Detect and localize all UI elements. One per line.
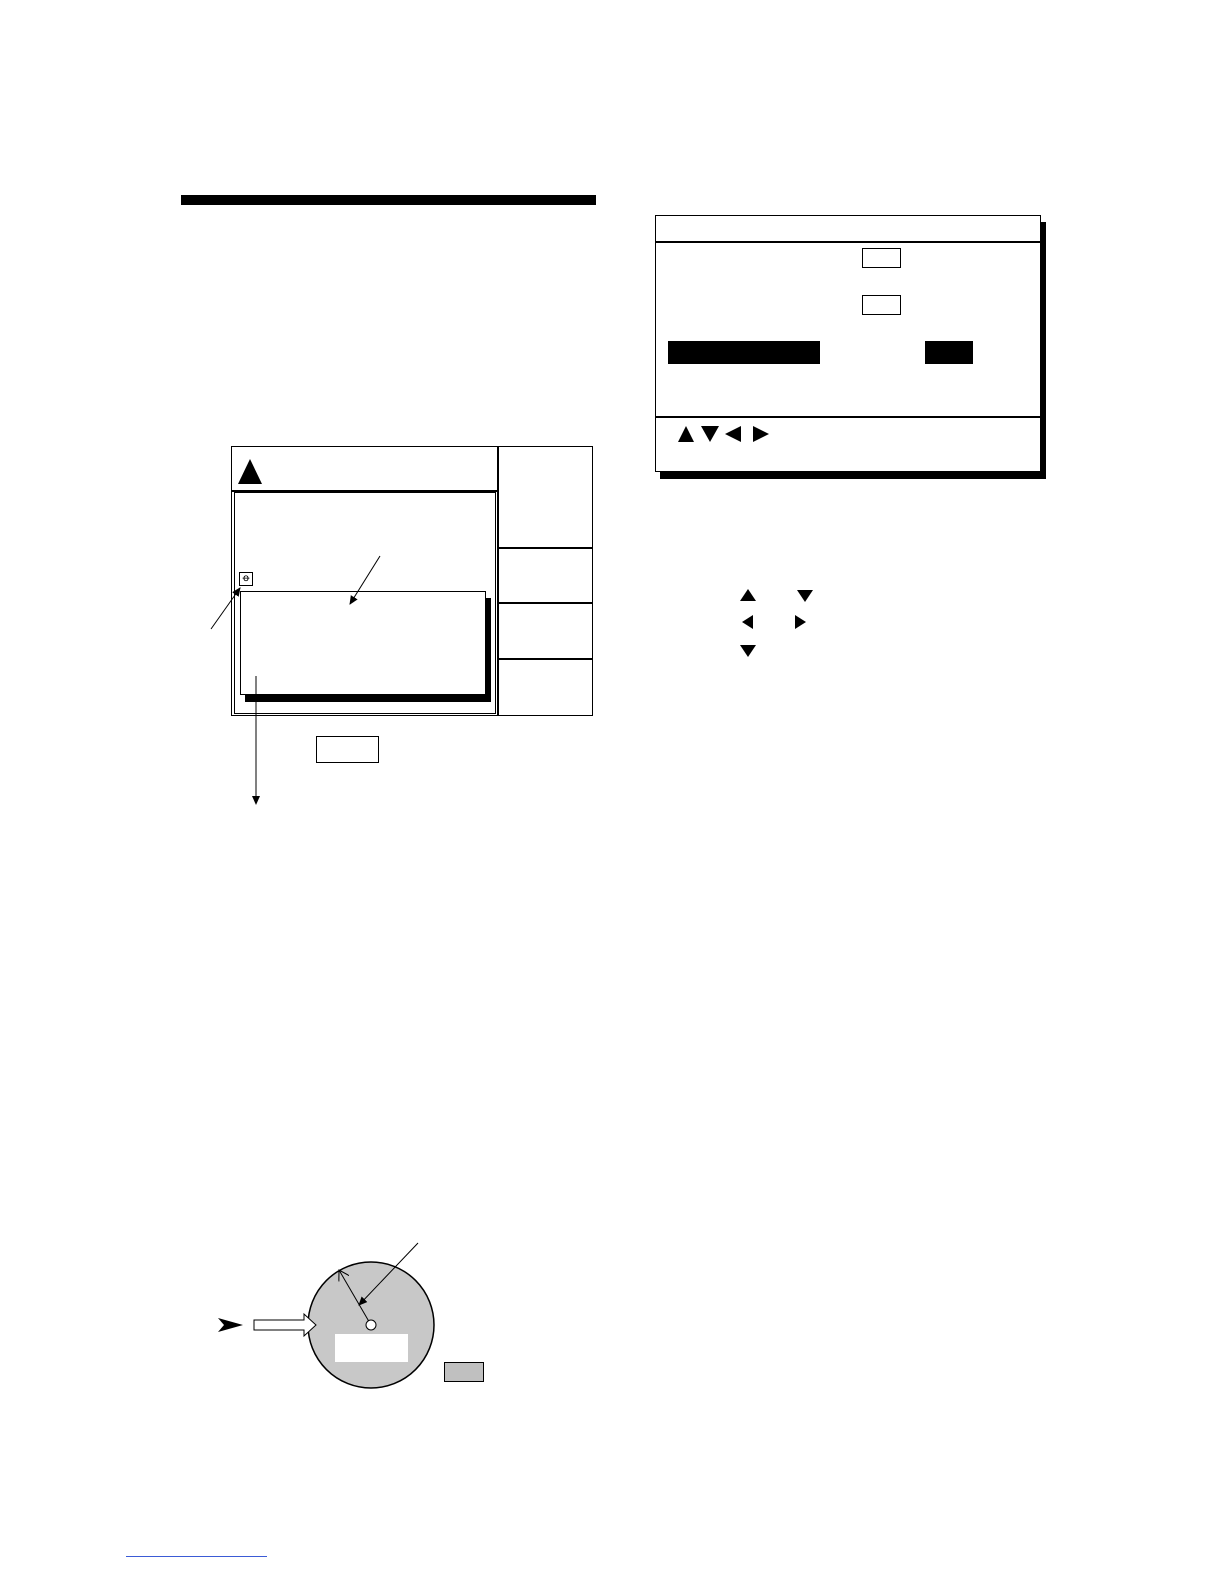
hollow-arrow-icon: [254, 1314, 316, 1336]
alarm-speaker-icon[interactable]: ꝋ: [239, 572, 253, 586]
callout-line-window: [350, 556, 380, 604]
own-ship-marker: [366, 1320, 376, 1330]
instruction-arrow-icons: [740, 589, 813, 657]
arrow-down-icon: [797, 590, 813, 602]
pointer-icon: [218, 1318, 243, 1332]
disc-label-box: [335, 1334, 408, 1362]
arrow-down-icon: [740, 645, 756, 657]
arrow-left-icon: [742, 615, 753, 629]
menu-nav-arrows-icon: [678, 426, 769, 442]
callout-line-icon: [211, 588, 240, 629]
arrow-up-icon: [740, 589, 756, 601]
warning-triangle-icon: [238, 459, 262, 484]
arrow-right-icon: [795, 615, 806, 629]
